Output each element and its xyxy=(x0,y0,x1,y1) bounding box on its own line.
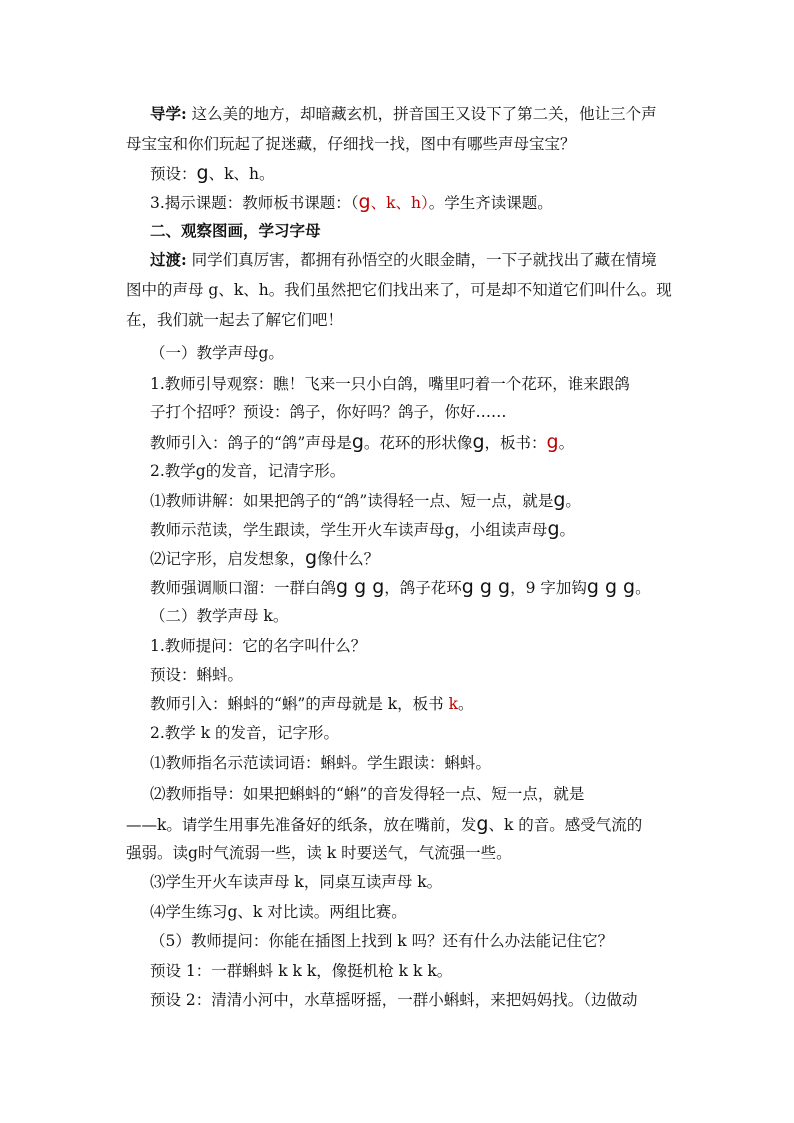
para-guide-k-line1: ⑵教师指导：如果把蝌蚪的“蝌”的音发得轻一点、短一点，就是 xyxy=(150,785,585,803)
para-preset1: 预设 1：一群蝌蚪 k k k，像挺机枪 k k k。 xyxy=(150,962,453,980)
para-preset-k: 预设：蝌蚪。 xyxy=(150,666,244,684)
para-demo-g: 教师示范读，学生跟读，学生开火车读声母g，小组读声母g。 xyxy=(150,518,576,540)
para-ask-k: 1.教师提问：它的名字叫什么？ xyxy=(150,637,367,655)
para-preset2: 预设 2：清清小河中，水草摇呀摇，一群小蝌蚪，来把妈妈找。（边做动 xyxy=(150,991,638,1009)
para-shape-g: ⑵记字形，启发想象，g像什么？ xyxy=(150,547,380,569)
para-compare: ⑷学生练习g、k 对比读。两组比赛。 xyxy=(150,903,407,921)
para-train-k: ⑶学生开火车读声母 k，同桌互读声母 k。 xyxy=(150,873,443,891)
subsection-k: （二）教学声母 k。 xyxy=(150,607,289,625)
para-rhyme-g: 教师强调顺口溜：一群白鸽g g g，鸽子花环g g g，9 字加钩g g g。 xyxy=(150,576,651,598)
para-guide-k-line2: ——k。请学生用事先准备好的纸条，放在嘴前，发g、k 的音。感受气流的 xyxy=(126,813,643,835)
para-teach-g: 2.教学g的发音，记清字形。 xyxy=(150,462,346,480)
transition-label: 过渡: xyxy=(150,250,187,269)
para-intro-k: 教师引入：蝌蚪的“蝌”的声母就是 k，板书 k。 xyxy=(150,695,474,713)
para-observe-line2: 子打个招呼？预设：鸽子，你好吗？鸽子，你好…… xyxy=(150,403,507,421)
para-guide-line1: 导学: 这么美的地方，却暗藏玄机，拼音国王又设下了第二关，他让三个声 xyxy=(150,104,657,123)
subsection-g: （一）教学声母g。 xyxy=(150,344,284,362)
para-read-k: ⑴教师指名示范读词语：蝌蚪。学生跟读：蝌蚪。 xyxy=(150,754,492,772)
guide-label: 导学: xyxy=(150,104,187,123)
section-heading-2: 二、观察图画，学习字母 xyxy=(150,221,321,240)
para-preset-gkh: 预设：g、k、h。 xyxy=(150,162,275,184)
para-explain-g: ⑴教师讲解：如果把鸽子的“鸽”读得轻一点、短一点，就是g。 xyxy=(150,489,581,511)
para-observe-line1: 1.教师引导观察：瞧！飞来一只小白鸽，嘴里叼着一个花环，谁来跟鸽 xyxy=(150,375,630,393)
para-transition-line2: 图中的声母 g、k、h。我们虽然把它们找出来了，可是却不知道它们叫什么。现 xyxy=(126,281,672,299)
para-intro-g: 教师引入：鸽子的“鸽”声母是g。花环的形状像g，板书：g。 xyxy=(150,431,575,453)
para-reveal-title: 3.揭示课题：教师板书课题：（g、k、h）。学生齐读课题。 xyxy=(150,191,553,213)
para-teach-k: 2.教学 k 的发音，记字形。 xyxy=(150,724,340,742)
para-find-k: （5）教师提问：你能在插图上找到 k 吗？还有什么办法能记住它？ xyxy=(150,932,614,950)
para-guide-line2: 母宝宝和你们玩起了捉迷藏，仔细找一找，图中有哪些声母宝宝？ xyxy=(126,135,576,153)
para-transition-line1: 过渡: 同学们真厉害，都拥有孙悟空的火眼金睛，一下子就找出了藏在情境 xyxy=(150,250,657,269)
para-transition-line3: 在，我们就一起去了解它们吧！ xyxy=(126,311,344,329)
para-guide-k-line3: 强弱。读g时气流弱一些，读 k 时要送气，气流强一些。 xyxy=(126,844,512,862)
